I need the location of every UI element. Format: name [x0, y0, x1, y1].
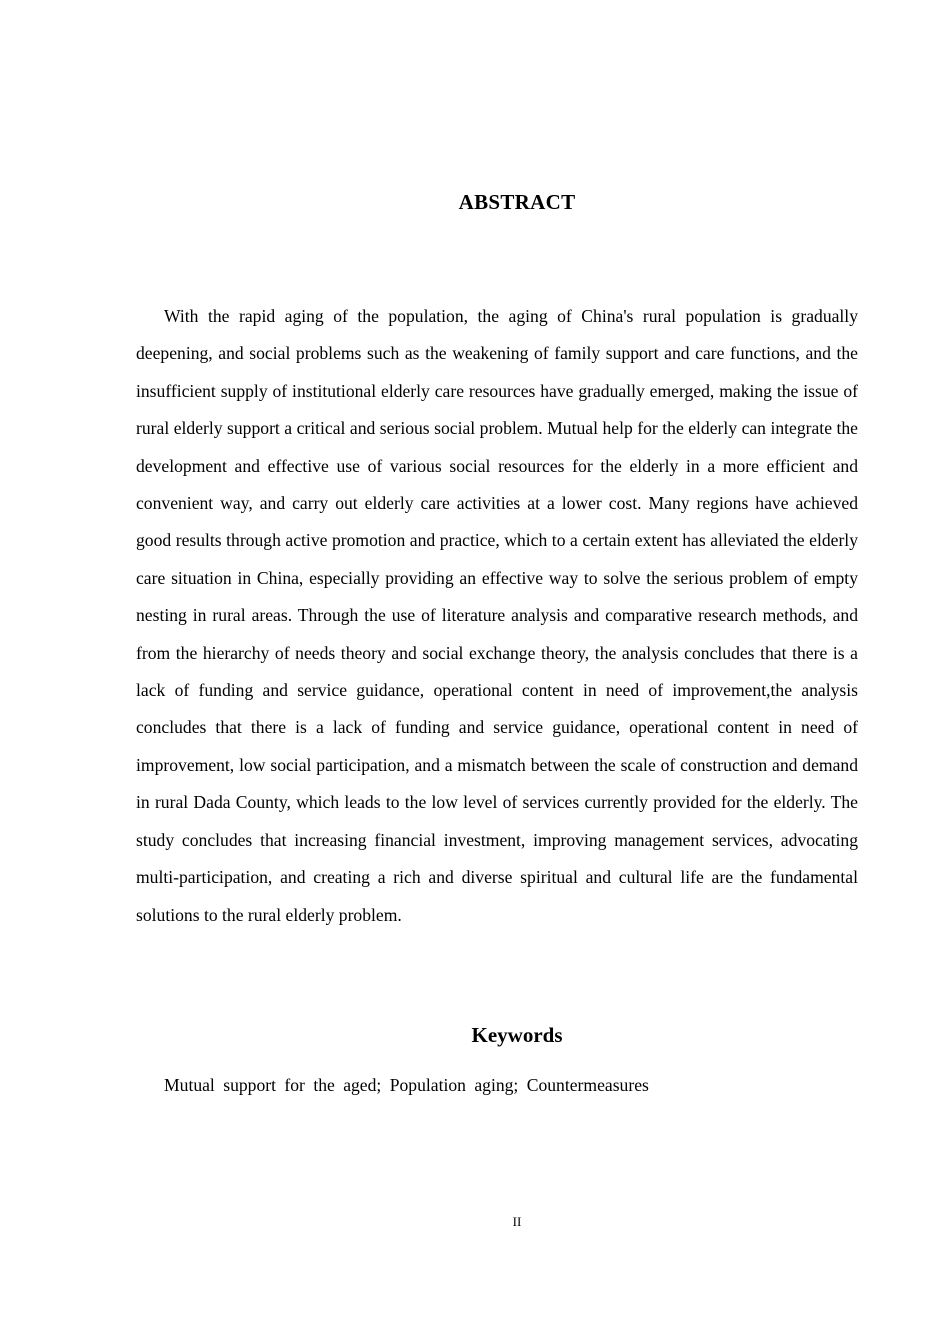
- page-number: II: [512, 1214, 522, 1229]
- keywords-text: Mutual support for the aged; Population aging; Countermeasures: [164, 1075, 649, 1095]
- abstract-heading: ABSTRACT: [458, 190, 576, 214]
- keywords-heading: Keywords: [471, 1023, 563, 1047]
- abstract-body: With the rapid aging of the population, the aging of China's rural population is gradually deepening, and social problems such as the weakening of family support and care functions, and the insufficient supply of institutional elderly care resources have gradually emerged, making the issue of rural elderly support a critical and serious social problem. Mutual help for the elderly can integrate the development and effective use of various social resources for the elderly in a more efficient and convenient way, and carry out elderly care activities at a lower cost. Many regions have achieved good results through active promotion and practice, which to a certain extent has alleviated the elderly care situation in China, especially providing an effective way to solve the serious problem of empty nesting in rural areas. Through the use of literature analysis and comparative research methods, and from the hierarchy of needs theory and social exchange theory, the analysis concludes that there is a lack of funding and service guidance, operational content in need of improvement,the analysis concludes that there is a lack of funding and service guidance, operational content in need of improvement, low social participation, and a mismatch between the scale of construction and demand in rural Dada County, which leads to the low level of services currently provided for the elderly. The study concludes that increasing financial investment, improving management services, advocating multi-participation, and creating a rich and diverse spiritual and cultural life are the fundamental solutions to the rural elderly problem.: [136, 306, 858, 925]
